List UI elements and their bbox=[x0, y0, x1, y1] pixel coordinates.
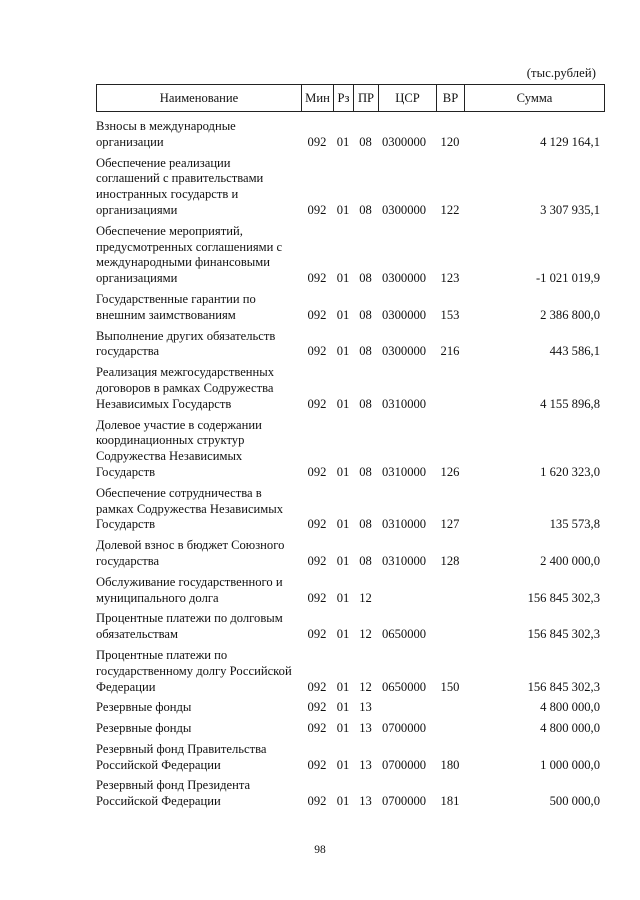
header-csr: ЦСР bbox=[379, 85, 437, 112]
header-vr: ВР bbox=[437, 85, 465, 112]
row-name: Резервные фонды bbox=[96, 721, 192, 736]
table-row bbox=[96, 699, 604, 720]
row-rz: 01 bbox=[336, 202, 350, 217]
row-rz: 01 bbox=[336, 517, 350, 532]
row-csr: 0300000 bbox=[382, 344, 427, 359]
row-csr bbox=[378, 699, 436, 720]
table-row bbox=[96, 485, 604, 537]
budget-table bbox=[96, 118, 604, 814]
row-name: Обеспечение мероприятий, предусмотренных соглашениями с международными финансовыми организациями bbox=[96, 223, 283, 286]
row-csr: 0310000 bbox=[382, 517, 427, 532]
row-vr: 126 bbox=[440, 464, 460, 479]
header-sum: Сумма bbox=[465, 85, 605, 112]
header-min: Мин bbox=[302, 85, 334, 112]
row-min: 092 bbox=[307, 517, 327, 532]
row-sum: 4 800 000,0 bbox=[540, 721, 600, 736]
row-rz: 01 bbox=[336, 794, 350, 809]
row-pr: 13 bbox=[359, 794, 372, 809]
row-vr: 153 bbox=[440, 307, 460, 322]
row-name: Процентные платежи по долговым обязательствам bbox=[96, 611, 283, 642]
row-pr: 13 bbox=[359, 721, 372, 736]
row-vr: 123 bbox=[440, 271, 460, 286]
row-csr: 0300000 bbox=[382, 202, 427, 217]
table-row bbox=[96, 574, 604, 611]
table-row bbox=[96, 741, 604, 778]
row-rz: 01 bbox=[336, 134, 350, 149]
row-pr: 08 bbox=[359, 553, 372, 568]
table-row bbox=[96, 291, 604, 328]
row-vr: 122 bbox=[440, 202, 460, 217]
row-rz: 01 bbox=[336, 679, 350, 694]
row-vr: 120 bbox=[440, 134, 460, 149]
row-rz: 01 bbox=[336, 464, 350, 479]
row-pr: 08 bbox=[359, 464, 372, 479]
row-csr: 0650000 bbox=[382, 627, 427, 642]
row-name: Резервный фонд Правительства Российской Федерации bbox=[96, 741, 267, 772]
row-pr: 08 bbox=[359, 344, 372, 359]
row-sum: 156 845 302,3 bbox=[527, 590, 600, 605]
row-rz: 01 bbox=[336, 307, 350, 322]
row-sum: -1 021 019,9 bbox=[535, 271, 600, 286]
row-pr: 13 bbox=[359, 757, 372, 772]
table-row bbox=[96, 610, 604, 647]
row-pr: 08 bbox=[359, 134, 372, 149]
row-name: Обслуживание государственного и муниципального долга bbox=[96, 574, 283, 605]
row-min: 092 bbox=[307, 202, 327, 217]
page-number: 98 bbox=[314, 844, 326, 856]
row-rz: 01 bbox=[336, 757, 350, 772]
table-row bbox=[96, 223, 604, 291]
row-min: 092 bbox=[307, 721, 327, 736]
row-vr bbox=[436, 610, 464, 647]
row-name: Долевое участие в содержании координационных структур Содружества Независимых Государств bbox=[96, 417, 262, 479]
row-sum: 4 155 896,8 bbox=[540, 396, 600, 411]
row-min: 092 bbox=[307, 679, 327, 694]
row-vr: 216 bbox=[440, 344, 460, 359]
row-pr: 08 bbox=[359, 517, 372, 532]
row-sum: 1 620 323,0 bbox=[540, 464, 600, 479]
row-sum: 3 307 935,1 bbox=[540, 202, 600, 217]
row-vr bbox=[436, 364, 464, 416]
row-min: 092 bbox=[307, 464, 327, 479]
row-vr: 180 bbox=[440, 757, 460, 772]
row-pr: 08 bbox=[359, 396, 372, 411]
row-vr: 150 bbox=[440, 679, 460, 694]
row-name: Процентные платежи по государственному долгу Российской Федерации bbox=[96, 647, 292, 694]
row-sum: 135 573,8 bbox=[549, 517, 600, 532]
table-row bbox=[96, 720, 604, 741]
row-csr: 0700000 bbox=[382, 721, 427, 736]
row-rz: 01 bbox=[336, 271, 350, 286]
table-row bbox=[96, 417, 604, 485]
row-pr: 08 bbox=[359, 271, 372, 286]
row-min: 092 bbox=[307, 396, 327, 411]
units-label: (тыс.рублей) bbox=[526, 66, 596, 80]
header-pr: ПР bbox=[354, 85, 379, 112]
row-min: 092 bbox=[307, 307, 327, 322]
row-csr: 0700000 bbox=[382, 794, 427, 809]
row-pr: 13 bbox=[359, 700, 372, 715]
row-min: 092 bbox=[307, 271, 327, 286]
row-vr bbox=[436, 699, 464, 720]
row-sum: 500 000,0 bbox=[549, 794, 600, 809]
header-name: Наименование bbox=[97, 85, 302, 112]
row-rz: 01 bbox=[336, 627, 350, 642]
table-row bbox=[96, 364, 604, 416]
row-name: Обеспечение реализации соглашений с правительствами иностранных государств и организациями bbox=[96, 155, 264, 217]
table-row bbox=[96, 647, 604, 699]
row-name: Реализация межгосударственных договоров в рамках Содружества Независимых Государств bbox=[96, 365, 275, 411]
row-vr: 128 bbox=[440, 553, 460, 568]
row-sum: 443 586,1 bbox=[549, 344, 600, 359]
header-rz: Рз bbox=[334, 85, 354, 112]
row-pr: 08 bbox=[359, 307, 372, 322]
row-min: 092 bbox=[307, 794, 327, 809]
row-name: Обеспечение сотрудничества в рамках Содружества Независимых Государств bbox=[96, 485, 284, 532]
row-csr: 0310000 bbox=[382, 464, 427, 479]
table-row bbox=[96, 777, 604, 814]
row-pr: 08 bbox=[359, 202, 372, 217]
row-sum: 1 000 000,0 bbox=[540, 757, 600, 772]
table-header bbox=[96, 84, 605, 112]
row-min: 092 bbox=[307, 757, 327, 772]
row-csr: 0300000 bbox=[382, 307, 427, 322]
row-csr: 0310000 bbox=[382, 553, 427, 568]
row-sum: 156 845 302,3 bbox=[527, 627, 600, 642]
row-sum: 4 129 164,1 bbox=[540, 134, 600, 149]
row-sum: 2 400 000,0 bbox=[540, 553, 600, 568]
row-pr: 12 bbox=[359, 627, 372, 642]
budget-rows bbox=[96, 118, 604, 814]
row-sum: 4 800 000,0 bbox=[540, 700, 600, 715]
row-min: 092 bbox=[307, 344, 327, 359]
row-vr bbox=[436, 720, 464, 741]
row-sum: 156 845 302,3 bbox=[527, 679, 600, 694]
row-pr: 12 bbox=[359, 590, 372, 605]
table-row bbox=[96, 537, 604, 574]
row-name: Резервный фонд Президента Российской Федерации bbox=[96, 778, 251, 809]
row-name: Выполнение других обязательств государства bbox=[96, 328, 276, 359]
row-rz: 01 bbox=[336, 590, 350, 605]
row-name: Взносы в международные организации bbox=[96, 119, 236, 149]
row-csr bbox=[378, 574, 436, 611]
row-csr: 0700000 bbox=[382, 757, 427, 772]
table-row bbox=[96, 155, 604, 223]
row-sum: 2 386 800,0 bbox=[540, 307, 600, 322]
row-rz: 01 bbox=[336, 344, 350, 359]
row-rz: 01 bbox=[336, 721, 350, 736]
row-min: 092 bbox=[307, 134, 327, 149]
row-csr: 0300000 bbox=[382, 271, 427, 286]
row-min: 092 bbox=[307, 553, 327, 568]
row-rz: 01 bbox=[336, 396, 350, 411]
row-rz: 01 bbox=[336, 553, 350, 568]
row-min: 092 bbox=[307, 627, 327, 642]
row-name: Государственные гарантии по внешним заимствованиям bbox=[96, 291, 256, 322]
row-min: 092 bbox=[307, 700, 327, 715]
table-row bbox=[96, 118, 604, 155]
row-name: Резервные фонды bbox=[96, 700, 192, 715]
row-vr: 181 bbox=[440, 794, 460, 809]
row-csr: 0300000 bbox=[382, 134, 427, 149]
table-row bbox=[96, 328, 604, 365]
row-name: Долевой взнос в бюджет Союзного государства bbox=[96, 538, 285, 568]
row-min: 092 bbox=[307, 590, 327, 605]
row-csr: 0650000 bbox=[382, 679, 427, 694]
row-vr: 127 bbox=[440, 517, 460, 532]
row-vr bbox=[436, 574, 464, 611]
row-rz: 01 bbox=[336, 700, 350, 715]
row-pr: 12 bbox=[359, 679, 372, 694]
row-csr: 0310000 bbox=[382, 396, 427, 411]
